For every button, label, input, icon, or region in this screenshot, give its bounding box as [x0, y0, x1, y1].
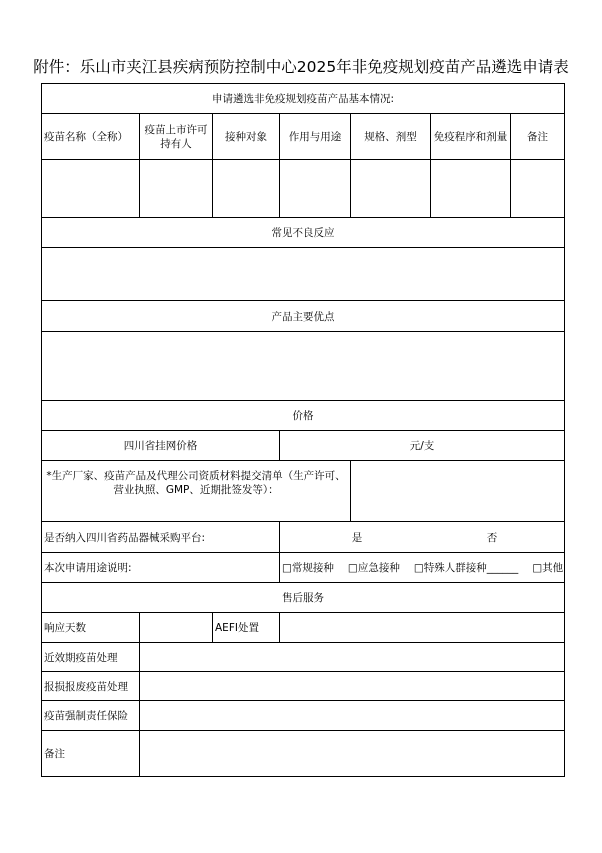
- cell-remarks[interactable]: [511, 160, 565, 218]
- qualification-label: *生产厂家、疫苗产品及代理公司资质材料提交清单（生产许可、营业执照、GMP、近期批签发等）：: [42, 461, 351, 522]
- insurance-label: 疫苗强制责任保险: [42, 701, 140, 731]
- remarks-label: 备注: [42, 731, 140, 777]
- page-title: 附件：乐山市夹江县疾病预防控制中心2025年非免疫规划疫苗产品遴选申请表: [33, 58, 569, 76]
- purpose-other[interactable]: □其他: [532, 562, 564, 574]
- aefi-label: AEFI处置: [213, 613, 280, 643]
- price-unit[interactable]: 元/支: [280, 431, 565, 461]
- platform-label: 是否纳入四川省药品器械采购平台:: [42, 522, 280, 553]
- col-holder: 疫苗上市许可持有人: [140, 114, 213, 160]
- price-label: 四川省挂网价格: [42, 431, 280, 461]
- cell-vaccine-name[interactable]: [42, 160, 140, 218]
- near-expiry-label: 近效期疫苗处理: [42, 643, 140, 672]
- col-vaccine-name: 疫苗名称（全称）: [42, 114, 140, 160]
- purpose-special[interactable]: □特殊人群接种______: [413, 562, 519, 574]
- response-days-field[interactable]: [140, 613, 213, 643]
- adverse-field[interactable]: [42, 248, 565, 301]
- cell-target[interactable]: [213, 160, 280, 218]
- col-spec: 规格、剂型: [351, 114, 431, 160]
- purpose-options: [280, 553, 565, 583]
- remarks-field[interactable]: [140, 731, 565, 777]
- damage-label: 报损报废疫苗处理: [42, 672, 140, 701]
- response-days-label: 响应天数: [42, 613, 140, 643]
- col-target: 接种对象: [213, 114, 280, 160]
- damage-field[interactable]: [140, 672, 565, 701]
- section-advantages: 产品主要优点: [42, 301, 565, 332]
- platform-no[interactable]: 否: [486, 531, 498, 544]
- section-adverse: 常见不良反应: [42, 218, 565, 248]
- col-schedule: 免疫程序和剂量: [431, 114, 511, 160]
- application-form: [41, 83, 565, 777]
- col-remarks: 备注: [511, 114, 565, 160]
- section-aftersales: 售后服务: [42, 583, 565, 613]
- platform-options: [280, 522, 565, 553]
- purpose-routine[interactable]: □常规接种: [282, 562, 334, 574]
- purpose-emergency[interactable]: □应急接种: [347, 562, 400, 574]
- col-usage: 作用与用途: [280, 114, 351, 160]
- cell-schedule[interactable]: [431, 160, 511, 218]
- insurance-field[interactable]: [140, 701, 565, 731]
- near-expiry-field[interactable]: [140, 643, 565, 672]
- section-basic: 申请遴选非免疫规划疫苗产品基本情况:: [42, 84, 565, 114]
- cell-spec[interactable]: [351, 160, 431, 218]
- section-price: 价格: [42, 401, 565, 431]
- advantages-field[interactable]: [42, 332, 565, 401]
- qualification-field[interactable]: [351, 461, 565, 522]
- purpose-label: 本次申请用途说明:: [42, 553, 280, 583]
- aefi-field[interactable]: [280, 613, 565, 643]
- cell-usage[interactable]: [280, 160, 351, 218]
- platform-yes[interactable]: 是: [351, 531, 363, 544]
- cell-holder[interactable]: [140, 160, 213, 218]
